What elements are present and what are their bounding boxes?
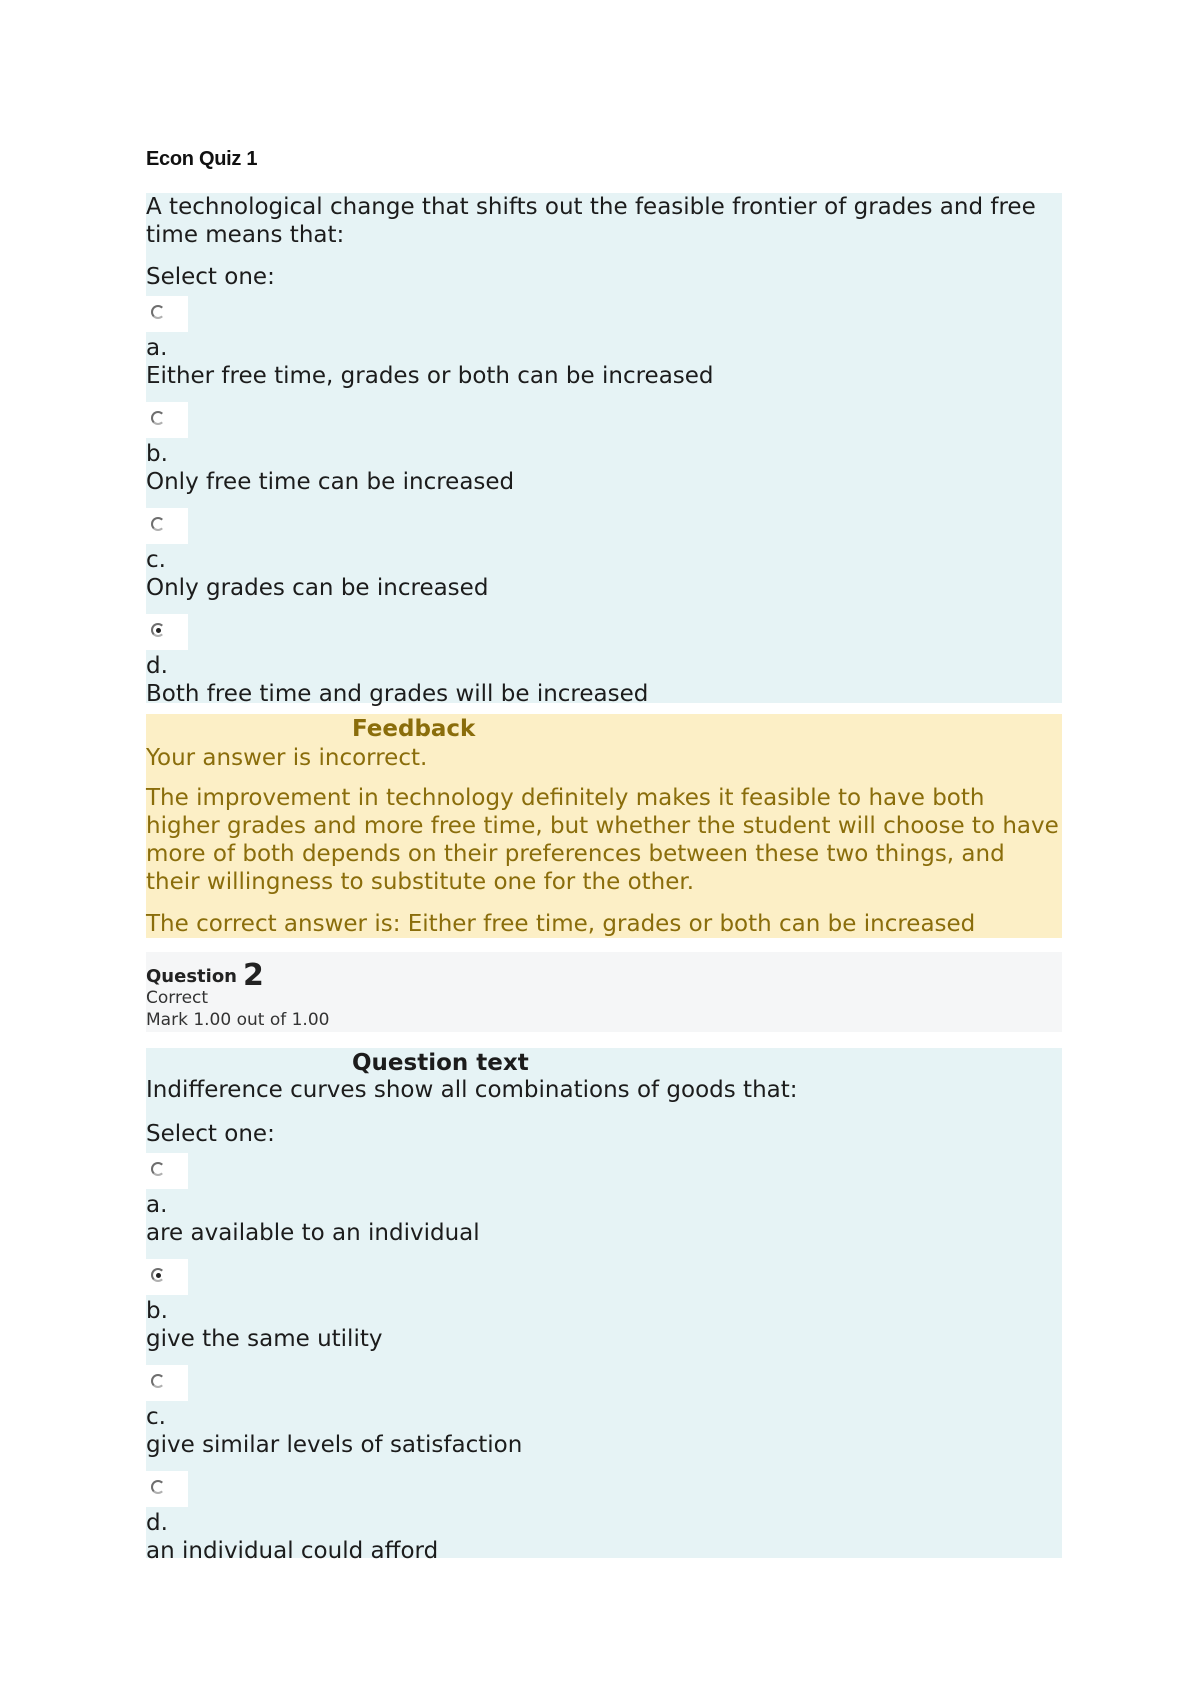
question-2-option-d[interactable] — [146, 1471, 1046, 1565]
question-number: 2 — [243, 958, 264, 993]
question-state: Correct — [146, 988, 209, 1008]
question-1-select-label: Select one: — [146, 264, 275, 290]
option-letter: c. — [146, 1404, 166, 1430]
question-2-info — [146, 952, 1062, 1032]
option-text: Only grades can be increased — [146, 575, 489, 601]
option-letter: b. — [146, 441, 168, 467]
question-2-select-label: Select one: — [146, 1121, 275, 1147]
option-letter: b. — [146, 1298, 168, 1324]
option-letter: d. — [146, 1510, 168, 1536]
radio-box[interactable] — [146, 508, 188, 544]
question-1-option-d[interactable] — [146, 614, 1046, 708]
question-1-text: A technological change that shifts out the feasible frontier of grades and free time means that: — [146, 194, 1036, 248]
question-2-option-b[interactable] — [146, 1259, 1046, 1353]
option-text: Either free time, grades or both can be increased — [146, 363, 714, 389]
radio-button-icon[interactable] — [151, 1480, 165, 1494]
option-letter: c. — [146, 547, 166, 573]
option-text: give the same utility — [146, 1326, 383, 1352]
question-2-option-c[interactable] — [146, 1365, 1046, 1459]
option-text: are available to an individual — [146, 1220, 480, 1246]
radio-button-checked-icon[interactable] — [151, 623, 165, 637]
option-text: Only free time can be increased — [146, 469, 515, 495]
question-2-option-a[interactable] — [146, 1153, 1046, 1247]
option-letter: d. — [146, 653, 168, 679]
radio-box[interactable] — [146, 1259, 188, 1295]
radio-button-checked-icon[interactable] — [151, 1268, 165, 1282]
radio-button-icon[interactable] — [151, 517, 165, 531]
radio-box[interactable] — [146, 402, 188, 438]
option-letter: a. — [146, 1192, 168, 1218]
option-text: an individual could afford — [146, 1538, 439, 1564]
radio-box[interactable] — [146, 1153, 188, 1189]
question-1-block — [146, 193, 1062, 707]
radio-box[interactable] — [146, 1365, 188, 1401]
radio-button-icon[interactable] — [151, 1374, 165, 1388]
feedback-panel — [146, 714, 1062, 938]
feedback-result: Your answer is incorrect. — [146, 745, 428, 771]
question-1-option-a[interactable] — [146, 296, 1046, 390]
question-mark: Mark 1.00 out of 1.00 — [146, 1010, 330, 1030]
question-label: Question — [146, 966, 237, 987]
option-text: Both free time and grades will be increased — [146, 681, 649, 707]
question-1-option-b[interactable] — [146, 402, 1046, 496]
radio-box[interactable] — [146, 614, 188, 650]
option-text: give similar levels of satisfaction — [146, 1432, 523, 1458]
radio-button-icon[interactable] — [151, 1162, 165, 1176]
radio-box[interactable] — [146, 296, 188, 332]
radio-button-icon[interactable] — [151, 305, 165, 319]
page-title: Econ Quiz 1 — [146, 148, 258, 170]
question-text-heading: Question text — [352, 1050, 529, 1076]
question-1-option-c[interactable] — [146, 508, 1046, 602]
radio-button-icon[interactable] — [151, 411, 165, 425]
feedback-heading: Feedback — [352, 716, 476, 742]
question-2-text: Indifference curves show all combinations of goods that: — [146, 1077, 798, 1103]
option-letter: a. — [146, 335, 168, 361]
question-2-block — [146, 1048, 1062, 1564]
feedback-correct-answer: The correct answer is: Either free time, grades or both can be increased — [146, 911, 976, 937]
feedback-explanation: The improvement in technology definitely makes it feasible to have both higher grades and more free time, but whether the student will choose to have more of both depends on their preferences between these two things, and their willingness to substitute one for the other. — [146, 785, 1059, 895]
radio-box[interactable] — [146, 1471, 188, 1507]
